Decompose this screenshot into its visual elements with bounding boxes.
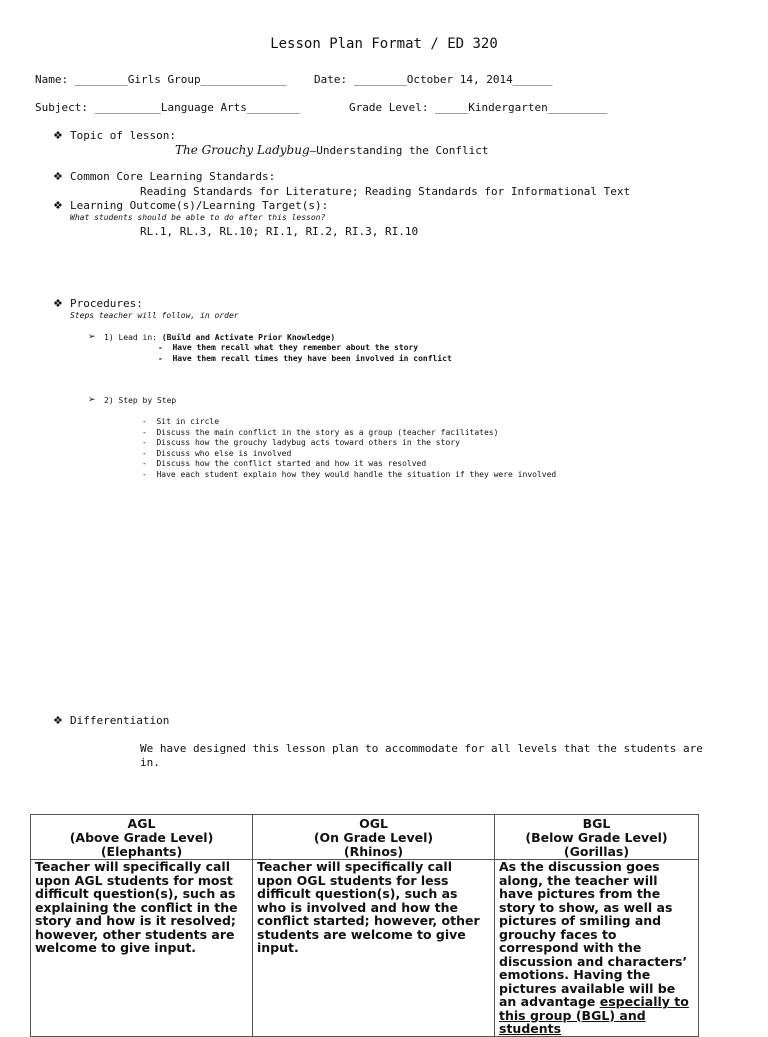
differentiation-table	[30, 814, 699, 1037]
standards-heading: Common Core Learning Standards:	[70, 170, 276, 183]
page-title: Lesson Plan Format / ED 320	[270, 36, 498, 52]
agl-cell: Teacher will specifically call upon AGL students for most difficult question(s), such as explaining the conflict in the story and how is it resolved; however, other students are welcome to give input.	[31, 860, 253, 1037]
date-label: Date:	[314, 73, 348, 86]
grade-value: _____Kindergarten_________	[435, 101, 608, 114]
outcomes-text: RL.1, RL.3, RL.10; RI.1, RI.2, RI.3, RI.10	[140, 225, 419, 238]
grade-field	[349, 101, 607, 114]
name-field	[35, 73, 287, 86]
list-item: - Sit in circle	[142, 417, 220, 426]
book-title: The Grouchy Ladybug	[175, 143, 310, 157]
header-ogl: OGL (On Grade Level) (Rhinos)	[253, 815, 495, 860]
arrow-bullet-icon: ➢	[88, 395, 96, 405]
header-agl: AGL (Above Grade Level) (Elephants)	[31, 815, 253, 860]
topic-text	[175, 143, 488, 157]
differentiation-text-line2: in.	[140, 756, 160, 769]
lead-in-label: 1) Lead in:	[104, 333, 157, 342]
subject-value: __________Language Arts________	[94, 101, 300, 114]
outcomes-subtext: What students should be able to do after this lesson?	[70, 213, 326, 222]
bgl-cell: As the discussion goes along, the teacher will have pictures from the story to show, as well as pictures of smiling and grouchy faces to correspond with the discussion and characters’ emotions. Having the pictures available will be an advantage especially to this group (BGL) and students	[495, 860, 699, 1037]
list-item: - Discuss who else is involved	[142, 449, 292, 458]
name-value: ________Girls Group_____________	[74, 73, 287, 86]
lead-in-bold: (Build and Activate Prior Knowledge)	[161, 333, 336, 342]
standards-text: Reading Standards for Literature; Reading Standards for Informational Text	[140, 185, 631, 198]
procedures-heading: Procedures:	[70, 297, 143, 310]
diamond-bullet-icon: ❖	[53, 129, 63, 142]
diamond-bullet-icon: ❖	[53, 170, 63, 183]
diamond-bullet-icon: ❖	[53, 714, 63, 727]
list-item: - Have them recall what they remember about the story	[158, 343, 419, 352]
topic-rest: —Understanding the Conflict	[309, 144, 489, 157]
lead-in-line	[104, 333, 335, 342]
subject-field	[35, 101, 300, 114]
list-item: - Have each student explain how they would handle the situation if they were involved	[142, 470, 557, 479]
diamond-bullet-icon: ❖	[53, 199, 63, 212]
table-header-row	[31, 815, 699, 860]
topic-heading: Topic of lesson:	[70, 129, 176, 142]
list-item: - Have them recall times they have been involved in conflict	[158, 354, 452, 363]
bgl-underlined-text: especially to this group (BGL) and students	[499, 994, 689, 1036]
procedures-subtext: Steps teacher will follow, in order	[70, 311, 239, 320]
step-by-step-label: 2) Step by Step	[104, 396, 177, 405]
name-label: Name:	[35, 73, 69, 86]
ogl-cell: Teacher will specifically call upon OGL students for less difficult question(s), such as who is involved and how the conflict started; however, other students are welcome to give input.	[253, 860, 495, 1037]
diamond-bullet-icon: ❖	[53, 297, 63, 310]
date-value: ________October 14, 2014______	[353, 73, 553, 86]
list-item: - Discuss how the grouchy ladybug acts toward others in the story	[142, 438, 460, 447]
list-item: - Discuss how the conflict started and how it was resolved	[142, 459, 427, 468]
arrow-bullet-icon: ➢	[88, 332, 96, 342]
grade-label: Grade Level:	[349, 101, 429, 114]
list-item: - Discuss the main conflict in the story as a group (teacher facilitates)	[142, 428, 499, 437]
differentiation-heading: Differentiation	[70, 714, 170, 727]
subject-label: Subject:	[35, 101, 88, 114]
table-row	[31, 860, 699, 1037]
differentiation-text-line1: We have designed this lesson plan to accommodate for all levels that the students are	[140, 742, 703, 755]
date-field	[314, 73, 552, 86]
outcomes-heading: Learning Outcome(s)/Learning Target(s):	[70, 199, 329, 212]
header-bgl: BGL (Below Grade Level) (Gorillas)	[495, 815, 699, 860]
